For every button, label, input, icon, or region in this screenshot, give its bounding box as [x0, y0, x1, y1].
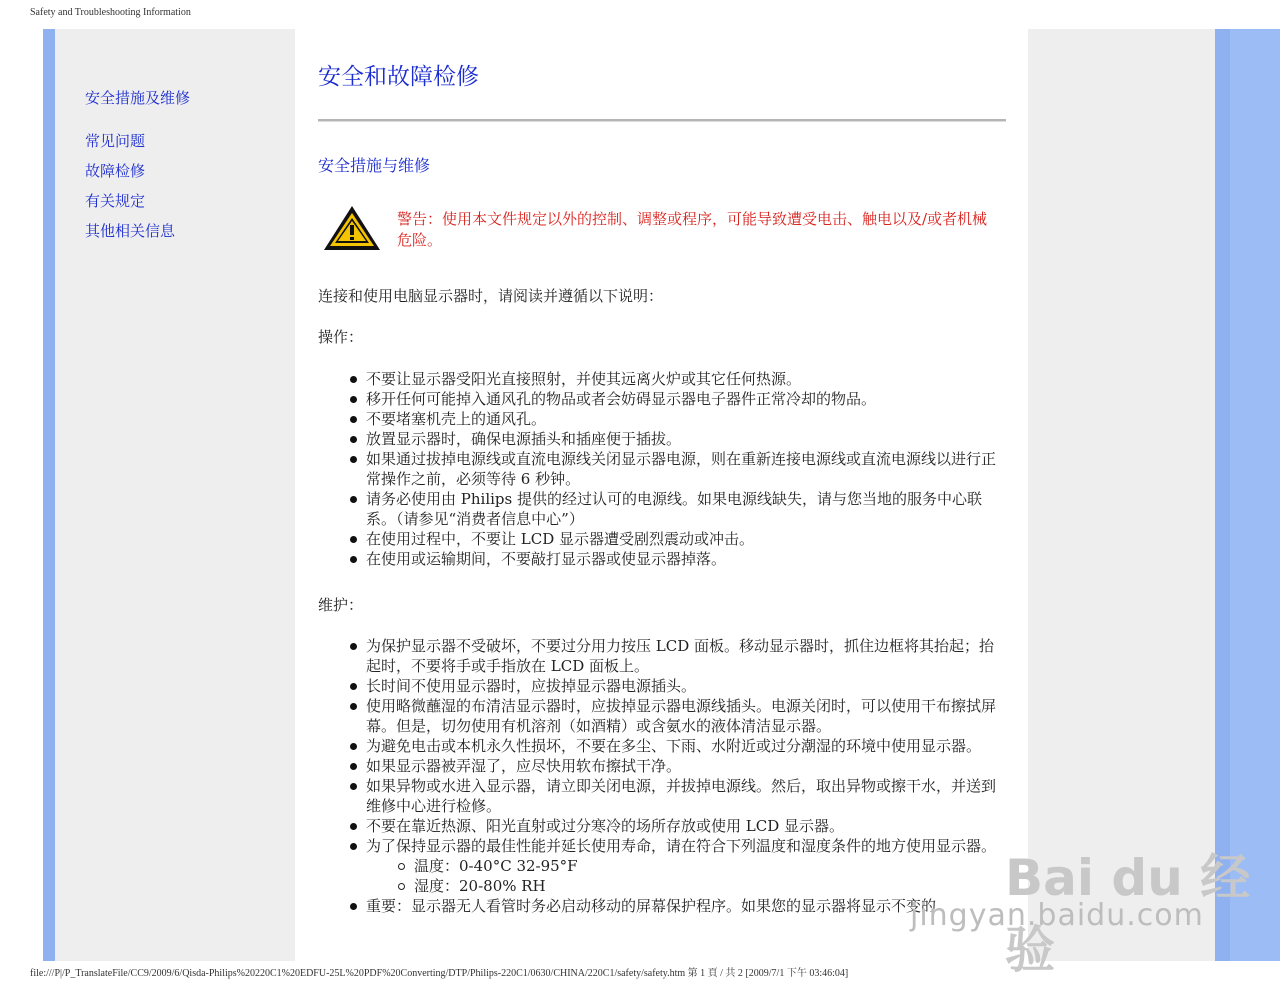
- condition-temperature: 温度：0-40°C 32-95°F: [396, 856, 1008, 876]
- sidebar-item-safety[interactable]: 安全措施及维修: [85, 89, 191, 107]
- list-item-text: 为了保持显示器的最佳性能并延长使用寿命，请在符合下列温度和湿度条件的地方使用显示器。: [366, 837, 997, 855]
- maintenance-list: [348, 636, 1008, 916]
- right-blue-margin: [1230, 29, 1280, 961]
- list-item: 不要堵塞机壳上的通风孔。: [348, 409, 1008, 429]
- list-item: 在使用过程中，不要让 LCD 显示器遭受剧烈震动或冲击。: [348, 529, 1008, 549]
- list-item: 为避免电击或本机永久性损坏，不要在多尘、下雨、水附近或过分潮湿的环境中使用显示器。: [348, 736, 1008, 756]
- conditions-list: [366, 856, 1008, 896]
- list-item: 为保护显示器不受破坏，不要过分用力按压 LCD 面板。移动显示器时，抓住边框将其抬起；抬起时，不要将手或手指放在 LCD 面板上。: [348, 636, 1008, 676]
- warning-icon: [322, 204, 382, 252]
- list-item: 放置显示器时，确保电源插头和插座便于插拔。: [348, 429, 1008, 449]
- sidebar-item-troubleshooting[interactable]: 故障检修: [85, 162, 146, 180]
- condition-humidity: 湿度：20-80% RH: [396, 876, 1008, 896]
- list-item: 不要让显示器受阳光直接照射，并使其远离火炉或其它任何热源。: [348, 369, 1008, 389]
- list-item: 在使用或运输期间，不要敲打显示器或使显示器掉落。: [348, 549, 1008, 569]
- operation-heading: 操作：: [318, 328, 364, 346]
- sidebar-item-regulations[interactable]: 有关规定: [85, 192, 146, 210]
- list-item: 不要在靠近热源、阳光直射或过分寒冷的场所存放或使用 LCD 显示器。: [348, 816, 1008, 836]
- right-grey-panel: [1028, 29, 1215, 961]
- intro-text: 连接和使用电脑显示器时，请阅读并遵循以下说明：: [318, 287, 664, 305]
- sidebar-item-faq[interactable]: 常见问题: [85, 132, 146, 150]
- left-blue-bar: [43, 29, 55, 961]
- page-header: Safety and Troubleshooting Information: [30, 7, 191, 18]
- page-footer: file:///P|/P_TranslateFile/CC9/2009/6/Qisda-Philips%20220C1%20EDFU-25L%20PDF%20Converting/DTP/Philips-220C1/0630/CHINA/220C1/safety/safety.htm 第 1 頁 / 共 2 [2009/7/1 下午 03:46:04]: [30, 968, 849, 979]
- warning-text: 警告：使用本文件规定以外的控制、调整或程序，可能导致遭受电击、触电以及/或者机械危险。: [397, 210, 988, 249]
- list-item: 移开任何可能掉入通风孔的物品或者会妨碍显示器电子器件正常冷却的物品。: [348, 389, 1008, 409]
- watermark-logo: Bai du 经验: [1005, 849, 1251, 979]
- list-item: 使用略微蘸湿的布清洁显示器时，应拔掉显示器电源线插头。电源关闭时，可以使用干布擦拭屏幕。但是，切勿使用有机溶剂（如酒精）或含氨水的液体清洁显示器。: [348, 696, 1008, 736]
- divider: [318, 119, 1006, 122]
- list-item: 如果显示器被弄湿了，应尽快用软布擦拭干净。: [348, 756, 1008, 776]
- page-title: 安全和故障检修: [318, 64, 479, 90]
- list-item: 长时间不使用显示器时，应拔掉显示器电源插头。: [348, 676, 1008, 696]
- list-item: 重要：显示器无人看管时务必启动移动的屏幕保护程序。如果您的显示器将显示不变的: [348, 896, 1008, 916]
- list-item: 请务必使用由 Philips 提供的经过认可的电源线。如果电源线缺失，请与您当地的服务中心联系。（请参见“消费者信息中心”）: [348, 489, 1008, 529]
- watermark-url: jingyan.baidu.com: [910, 898, 1204, 933]
- section-title: 安全措施与维修: [318, 156, 431, 175]
- list-item: 如果通过拔掉电源线或直流电源线关闭显示器电源，则在重新连接电源线或直流电源线以进行正常操作之前，必须等待 6 秒钟。: [348, 449, 1008, 489]
- list-item: [348, 836, 1008, 896]
- right-blue-bar: [1215, 29, 1230, 961]
- operation-list: [348, 369, 1008, 569]
- sidebar-item-other-info[interactable]: 其他相关信息: [85, 222, 176, 240]
- list-item: 如果异物或水进入显示器，请立即关闭电源，并拔掉电源线。然后，取出异物或擦干水，并送到维修中心进行检修。: [348, 776, 1008, 816]
- maintenance-heading: 维护：: [318, 596, 364, 614]
